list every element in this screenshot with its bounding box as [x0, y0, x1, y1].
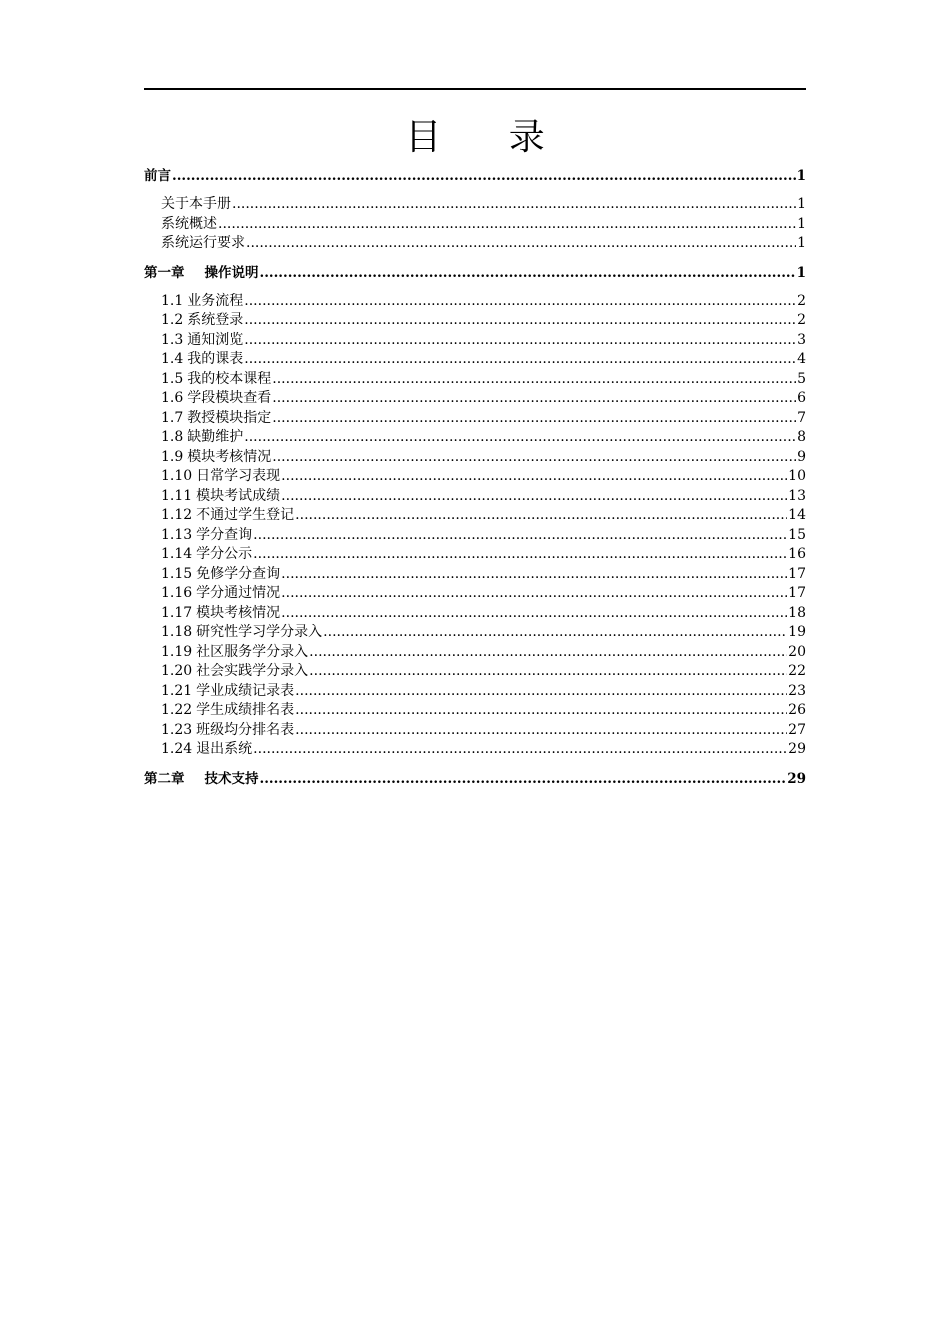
toc-entry-label: [144, 263, 259, 283]
toc-entry-title: 学生成绩排名表: [196, 702, 295, 718]
toc-entry-label: [161, 545, 252, 565]
toc-dot-leader: [244, 311, 796, 331]
toc-entry-number: 1.16: [161, 585, 193, 601]
toc-entry-label: [161, 370, 271, 390]
toc-entry-label: [161, 604, 280, 624]
toc-dot-leader: [281, 467, 787, 487]
page-title: 目 录: [405, 117, 573, 158]
toc-section-entry[interactable]: [144, 311, 806, 331]
toc-dot-leader: [309, 643, 787, 663]
toc-entry-label: [161, 506, 294, 526]
toc-section-entry[interactable]: [144, 584, 806, 604]
toc-section-entry[interactable]: [144, 662, 806, 682]
toc-entry-number: 1.18: [161, 624, 193, 640]
toc-dot-leader: [244, 350, 796, 370]
toc-entry-title: 模块考核情况: [187, 448, 272, 465]
toc-dot-leader: [253, 526, 787, 546]
toc-dot-leader: [218, 215, 796, 235]
toc-dot-leader: [253, 545, 787, 565]
toc-dot-leader: [232, 195, 796, 215]
toc-section-entry[interactable]: [144, 643, 806, 663]
toc-dot-leader: [281, 487, 787, 507]
toc-entry-label: [161, 584, 280, 604]
toc-section-entry[interactable]: [144, 215, 806, 235]
toc-entry-label: [161, 195, 231, 215]
toc-dot-leader: [295, 506, 787, 526]
toc-entry-label: [161, 350, 243, 370]
toc-dot-leader: [295, 721, 787, 741]
toc-entry-number: 1.22: [161, 702, 193, 718]
toc-entry-number: 1.19: [161, 643, 193, 660]
toc-page-number: 2: [797, 312, 806, 328]
toc-entry-title: 缺勤维护: [187, 429, 244, 445]
toc-dot-leader: [323, 623, 787, 643]
toc-entry-number: 1.4: [161, 351, 184, 367]
toc-page-number: 26: [788, 702, 806, 718]
toc-page-number: 27: [788, 721, 806, 738]
toc-page-number: 10: [788, 468, 806, 484]
toc-entry-label: [161, 331, 243, 351]
toc-dot-leader: [272, 370, 796, 390]
toc-entry-label: [161, 428, 243, 448]
toc-page-number: 4: [797, 351, 806, 367]
toc-section-entry[interactable]: [144, 506, 806, 526]
toc-entry-title: 技术支持: [204, 770, 259, 787]
toc-section-entry[interactable]: [144, 331, 806, 351]
toc-entry-label: [161, 467, 280, 487]
toc-page-number: 2: [797, 292, 806, 309]
toc-dot-leader: [244, 292, 796, 312]
toc-entry-title: 班级均分排名表: [196, 721, 295, 738]
toc-dot-leader: [272, 389, 796, 409]
toc-entry-label: [161, 215, 217, 235]
toc-section-entry[interactable]: [144, 604, 806, 624]
toc-page-number: 8: [797, 429, 806, 445]
toc-entry-number: 第一章: [144, 264, 185, 281]
toc-section-entry[interactable]: [144, 682, 806, 702]
toc-entry-title: 模块考试成绩: [196, 487, 281, 504]
toc-dot-leader: [253, 740, 787, 760]
toc-section-entry[interactable]: [144, 701, 806, 721]
toc-chapter-entry[interactable]: [144, 166, 806, 186]
toc-page-number: 16: [788, 546, 806, 562]
toc-page-number: 1: [797, 215, 806, 232]
toc-entry-number: 1.24: [161, 741, 193, 757]
toc-entry-title: 前言: [144, 168, 171, 184]
toc-entry-number: 1.12: [161, 507, 193, 523]
toc-entry-title: 系统概述: [161, 215, 217, 232]
toc-entry-title: 学业成绩记录表: [196, 682, 295, 699]
toc-entry-label: [161, 682, 294, 702]
toc-section-entry[interactable]: [144, 721, 806, 741]
toc-entry-title: 系统运行要求: [161, 235, 245, 251]
toc-section-entry[interactable]: [144, 195, 806, 215]
toc-entry-label: [161, 292, 243, 312]
toc-entry-label: [161, 526, 252, 546]
toc-page-number: 3: [797, 331, 806, 348]
toc-entry-label: [144, 166, 171, 186]
toc-dot-leader: [172, 166, 796, 186]
toc-entry-label: [161, 740, 252, 760]
toc-entry-label: [161, 234, 245, 254]
toc-entry-title: 我的课表: [187, 351, 244, 367]
toc-entry-number: 1.21: [161, 682, 193, 699]
toc-section-entry[interactable]: [144, 409, 806, 429]
toc-entry-title: 通知浏览: [187, 331, 244, 348]
toc-page-number: 5: [797, 370, 806, 387]
toc-page-number: 23: [788, 682, 806, 699]
toc-entry-number: 1.3: [161, 331, 184, 348]
toc-entry-number: 1.14: [161, 546, 193, 562]
toc-page-number: 13: [788, 487, 806, 504]
toc-page-number: 1: [797, 196, 806, 212]
toc-page-number: 19: [788, 624, 806, 640]
toc-entry-label: [161, 311, 243, 331]
toc-section-entry[interactable]: [144, 234, 806, 254]
toc-dot-leader: [244, 331, 796, 351]
toc-entry-title: 社会实践学分录入: [196, 663, 309, 679]
toc-page-number: 17: [788, 585, 806, 601]
toc-page-number: 9: [797, 448, 806, 465]
toc-page-number: 1: [797, 235, 806, 251]
toc-section-entry[interactable]: [144, 740, 806, 760]
header-rule: [144, 88, 806, 90]
toc-chapter-entry[interactable]: [144, 263, 806, 283]
toc-dot-leader: [295, 701, 787, 721]
toc-page-number: 20: [788, 643, 806, 660]
toc-dot-leader: [272, 448, 796, 468]
toc-section-entry[interactable]: [144, 370, 806, 390]
toc-entry-title: 我的校本课程: [187, 370, 272, 387]
toc-section-entry[interactable]: [144, 545, 806, 565]
toc-dot-leader: [246, 234, 796, 254]
toc-entry-label: [161, 721, 294, 741]
toc-section-entry[interactable]: [144, 565, 806, 585]
toc-page-number: 14: [788, 507, 806, 523]
toc-entry-number: 1.5: [161, 370, 184, 387]
toc-dot-leader: [260, 769, 787, 789]
toc-entry-number: 1.6: [161, 390, 184, 406]
toc-dot-leader: [295, 682, 787, 702]
toc-chapter-entry[interactable]: [144, 769, 806, 789]
toc-page-number: 18: [788, 604, 806, 621]
toc-entry-title: 学分查询: [196, 526, 253, 543]
toc-section-entry[interactable]: [144, 487, 806, 507]
toc-entry-number: 1.10: [161, 468, 193, 484]
toc-dot-leader: [272, 409, 796, 429]
toc-entry-title: 研究性学习学分录入: [196, 624, 323, 640]
toc-dot-leader: [309, 662, 787, 682]
toc-dot-leader: [244, 428, 796, 448]
toc-section-entry[interactable]: [144, 526, 806, 546]
toc-entry-title: 不通过学生登记: [196, 507, 295, 523]
toc-entry-label: [161, 389, 271, 409]
toc-entry-number: 1.20: [161, 663, 193, 679]
toc-entry-number: 1.9: [161, 448, 184, 465]
toc-page-number: 1: [796, 264, 806, 281]
toc-entry-number: 1.15: [161, 565, 193, 582]
toc-entry-label: [161, 662, 308, 682]
toc-section-entry[interactable]: [144, 389, 806, 409]
toc-entry-number: 1.11: [161, 487, 193, 504]
toc-page-number: 29: [787, 770, 806, 787]
toc-entry-label: [161, 448, 271, 468]
toc-entry-number: 1.2: [161, 312, 184, 328]
toc-entry-title: 系统登录: [187, 312, 244, 328]
toc-section-entry[interactable]: [144, 350, 806, 370]
toc-entry-title: 免修学分查询: [196, 565, 281, 582]
toc-entry-number: 第二章: [144, 770, 185, 787]
table-of-contents: [144, 166, 806, 789]
toc-entry-label: [161, 487, 280, 507]
toc-entry-title: 日常学习表现: [196, 468, 281, 484]
toc-dot-leader: [281, 584, 787, 604]
toc-dot-leader: [281, 565, 787, 585]
toc-entry-title: 学分通过情况: [196, 585, 281, 601]
toc-page-number: 17: [788, 565, 806, 582]
toc-entry-title: 操作说明: [204, 264, 259, 281]
toc-page-number: 22: [788, 663, 806, 679]
toc-entry-label: [161, 565, 280, 585]
toc-entry-number: 1.17: [161, 604, 193, 621]
toc-entry-title: 教授模块指定: [187, 409, 272, 426]
toc-page-number: 7: [797, 409, 806, 426]
toc-entry-label: [161, 623, 322, 643]
toc-entry-label: [161, 409, 271, 429]
toc-section-entry[interactable]: [144, 448, 806, 468]
toc-entry-title: 业务流程: [187, 292, 244, 309]
toc-page-number: 1: [796, 168, 806, 184]
toc-section-entry[interactable]: [144, 623, 806, 643]
toc-entry-title: 学段模块查看: [187, 390, 272, 406]
toc-page-number: 15: [788, 526, 806, 543]
toc-section-entry[interactable]: [144, 467, 806, 487]
toc-entry-number: 1.8: [161, 429, 184, 445]
toc-page-number: 6: [797, 390, 806, 406]
toc-entry-title: 学分公示: [196, 546, 253, 562]
toc-section-entry[interactable]: [144, 428, 806, 448]
toc-section-entry[interactable]: [144, 292, 806, 312]
toc-entry-number: 1.23: [161, 721, 193, 738]
toc-entry-title: 模块考核情况: [196, 604, 281, 621]
toc-entry-label: [144, 769, 259, 789]
toc-entry-label: [161, 643, 308, 663]
toc-entry-title: 社区服务学分录入: [196, 643, 309, 660]
toc-entry-number: 1.1: [161, 292, 184, 309]
toc-entry-number: 1.7: [161, 409, 184, 426]
toc-entry-title: 退出系统: [196, 741, 253, 757]
toc-entry-label: [161, 701, 294, 721]
toc-entry-title: 关于本手册: [161, 196, 231, 212]
toc-entry-number: 1.13: [161, 526, 193, 543]
toc-page-number: 29: [788, 741, 806, 757]
toc-dot-leader: [260, 263, 796, 283]
toc-dot-leader: [281, 604, 787, 624]
